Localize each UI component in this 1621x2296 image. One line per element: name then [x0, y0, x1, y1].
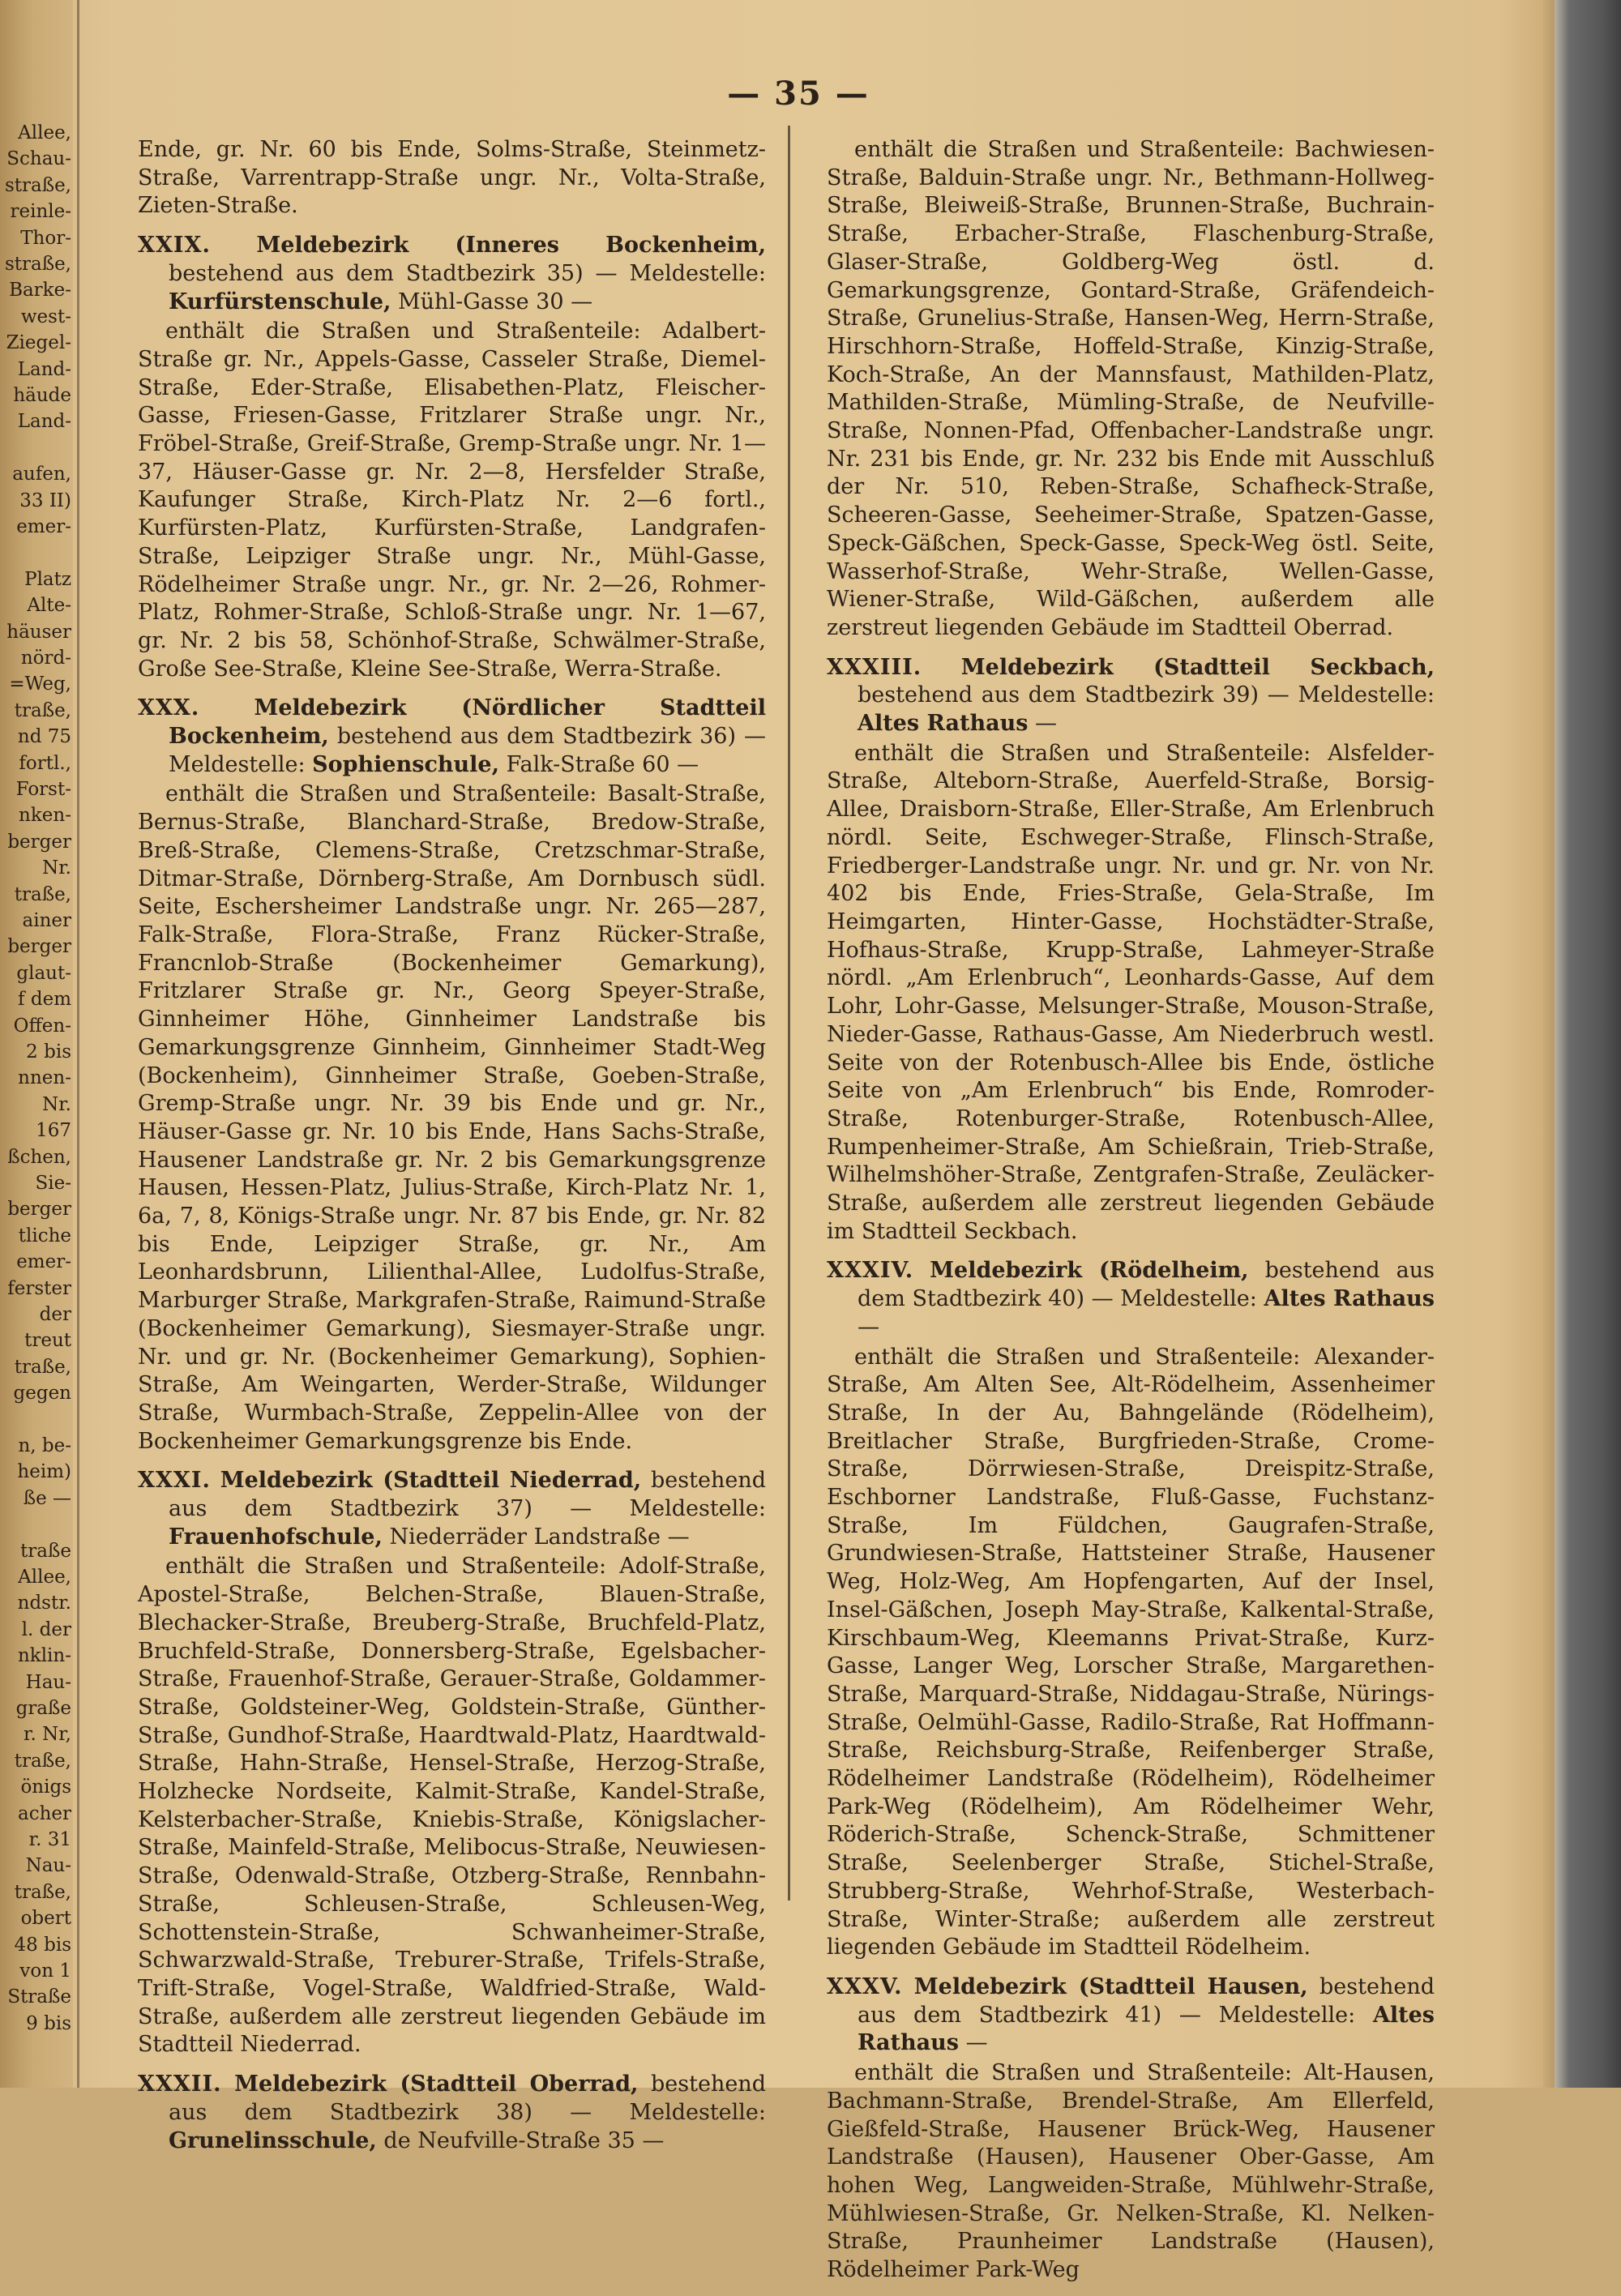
margin-fragment: acher	[17, 1802, 71, 1824]
margin-fragment: berger	[7, 831, 71, 853]
entry-address: —	[1035, 711, 1058, 737]
margin-fragment: Land-	[17, 411, 71, 433]
entry-address: de Neufville-Straße 35 —	[383, 2127, 665, 2153]
margin-fragment: önigs	[20, 1777, 71, 1798]
margin-fragment: nklin-	[17, 1645, 71, 1667]
margin-fragment: traße,	[14, 1356, 71, 1378]
margin-fragment: Ziegel-	[6, 332, 71, 354]
entry-office: Altes Rathaus	[858, 711, 1029, 737]
margin-fragment: von 1	[19, 1960, 71, 1982]
previous-page-edge	[0, 0, 73, 2088]
margin-fragment: Hau-	[25, 1671, 71, 1693]
margin-fragment: fortl.,	[19, 752, 71, 774]
margin-fragment: r. 31	[28, 1829, 71, 1850]
margin-fragment: ainer	[22, 910, 71, 931]
entry-body: enthält die Straßen und Straßenteile: Adolf-Straße, Apostel-Straße, Belchen-Straße, Blauen-Straße, Blechacker-Straße, Breuberg-Straße, Bruchfeld-Platz, Bruchfeld-Straße, Donnersberg-Straße, Egelsbacher-Straße, Frauenhof-Straße, Gerauer-Straße, Goldammer-Straße, Goldsteiner-Weg, Goldstein-Straße, Günther-Straße, Gundhof-Straße, Haardtwald-Platz, Haardtwald-Straße, Hahn-Straße, Hensel-Straße, Herzog-Straße, Holzhecke Nordseite, Kalmit-Straße, Kandel-Straße, Kelsterbacher-Straße, Kniebis-Straße, Königslacher-Straße, Mainfeld-Straße, Melibocus-Straße, Neuwiesen-Straße, Odenwald-Straße, Otzberg-Straße, Rennbahn-Straße, Schleusen-Straße, Schleusen-Weg, Schottenstein-Straße, Schwanheimer-Straße, Schwarzwald-Straße, Treburer-Straße, Trifels-Straße, Trift-Straße, Vogel-Straße, Waldfried-Straße, Wald-Straße, außerdem alle zerstreut liegenden Gebäude im Stadtteil Niederrad.	[138, 1554, 766, 2058]
entry-heading	[138, 1467, 766, 1551]
margin-fragment: straße,	[4, 174, 71, 196]
entry-address: Falk-Straße 60 —	[506, 751, 699, 777]
margin-fragment: Barke-	[9, 280, 71, 301]
entry-title: Meldebezirk (Inneres Bockenheim,	[256, 233, 766, 259]
entry-address: —	[858, 1314, 879, 1340]
column-left	[138, 136, 766, 2166]
column-divider	[788, 126, 790, 1901]
entry-xxxii-heading-only	[138, 2071, 766, 2155]
margin-fragment: traße	[20, 1540, 71, 1562]
margin-fragment: ßchen,	[7, 1146, 71, 1168]
entry-body: enthält die Straßen und Straßenteile: Alt-Hausen, Bachmann-Straße, Brendel-Straße, Am Ellerfeld, Gießfeld-Straße, Hausener Brück-Weg, Hausener Landstraße (Hausen), Hausener Ober-Gasse, Am hohen Weg, Langweiden-Straße, Mühlwehr-Straße, Mühlwiesen-Straße, Gr. Nelken-Straße, Kl. Nelken-Straße, Praunheimer Landstraße (Hausen), Rödelheimer Park-Weg	[827, 2060, 1435, 2283]
entry-number: XXIX.	[138, 233, 211, 259]
margin-fragment: reinle-	[10, 201, 71, 223]
margin-fragment: straße,	[4, 254, 71, 275]
entry-title: Meldebezirk (Stadtteil Oberrad,	[234, 2072, 639, 2097]
entry-xxxii-body: enthält die Straßen und Straßenteile: Bachwiesen-Straße, Balduin-Straße ungr. Nr., Bethmann-Hollweg-Straße, Bleiweiß-Straße, Brunnen-Straße, Buchrain-Straße, Erbacher-Straße, Flaschenburg-Straße, Glaser-Straße, Goldberg-Weg östl. d. Gemarkungsgrenze, Gontard-Straße, Gräfendeich-Straße, Grunelius-Straße, Hansen-Weg, Herrn-Straße, Hirschhorn-Straße, Hoffeld-Straße, Kinzig-Straße, Koch-Straße, An der Mannsfaust, Mathilden-Platz, Mathilden-Straße, Mümling-Straße, de Neufville-Straße, Nonnen-Pfad, Offenbacher-Landstraße ungr. Nr. 231 bis Ende, gr. Nr. 232 bis Ende mit Ausschluß der Nr. 510, Reben-Straße, Schafheck-Straße, Scheeren-Gasse, Seeheimer-Straße, Spatzen-Gasse, Speck-Gäßchen, Speck-Gasse, Speck-Weg östl. Seite, Wasserhof-Straße, Wehr-Straße, Wellen-Gasse, Wiener-Straße, Wild-Gäßchen, außerdem alle zerstreut liegenden Gebäude im Stadtteil Oberrad.	[827, 137, 1435, 640]
entry-xxxv	[827, 1973, 1435, 2285]
margin-fragment: west-	[20, 306, 71, 327]
entry-subtitle: bestehend aus dem Stadtbezirk 41) — Meldestelle:	[858, 1974, 1435, 2028]
entry-heading	[827, 654, 1435, 738]
margin-fragment: emer-	[16, 1251, 71, 1273]
entry-address: Niederräder Landstraße —	[389, 1524, 690, 1550]
margin-fragment: 33 II)	[19, 490, 71, 511]
entry-xxxiii	[827, 654, 1435, 1246]
entry-title: Meldebezirk (Rödelheim,	[930, 1258, 1249, 1284]
page-edge	[1543, 0, 1555, 2088]
margin-fragment: Nr.	[42, 1093, 71, 1115]
margin-fragment: traße,	[14, 883, 71, 905]
entry-body: enthält die Straßen und Straßenteile: Basalt-Straße, Bernus-Straße, Blanchard-Straße, Bredow-Straße, Breß-Straße, Clemens-Straße, Cretzschmar-Straße, Ditmar-Straße, Dörnberg-Straße, Am Dornbusch südl. Seite, Eschersheimer Landstraße ungr. Nr. 265—287, Falk-Straße, Flora-Straße, Franz Rücker-Straße, Francnlob-Straße (Bockenheimer Gemarkung), Fritzlarer Straße gr. Nr., Georg Speyer-Straße, Ginnheimer Höhe, Ginnheimer Landstraße bis Gemarkungsgrenze Ginnheim, Ginnheimer Stadt-Weg (Bockenheim), Ginnheimer Straße, Goeben-Straße, Gremp-Straße ungr. Nr. 39 bis Ende und gr. Nr., Häuser-Gasse gr. Nr. 10 bis Ende, Hans Sachs-Straße, Hausener Landstraße gr. Nr. 2 bis Gemarkungsgrenze Hausen, Hessen-Platz, Julius-Straße, Kirch-Platz Nr. 1, 6a, 7, 8, Königs-Straße ungr. Nr. 87 bis Ende, gr. Nr. 82 bis Ende, Leipziger Straße, gr. Nr., Am Leonhardsbrunn, Lilienthal-Allee, Ludolfus-Straße, Marburger Straße, Markgrafen-Straße, Raimund-Straße (Bockenheimer Gemarkung), Siesmayer-Straße ungr. Nr. und gr. Nr. (Bockenheimer Gemarkung), Sophien-Straße, Am Weingarten, Werder-Straße, Wildunger Straße, Wurmbach-Straße, Zeppelin-Allee von der Bockenheimer Gemarkungsgrenze bis Ende.	[138, 781, 766, 1454]
margin-fragment: häuser	[6, 621, 71, 643]
margin-fragment: nnen-	[18, 1067, 71, 1089]
entry-office: Altes Rathaus	[1264, 1286, 1435, 1312]
entry-title: Meldebezirk (Nördlicher Stadtteil Bockenheim,	[169, 695, 766, 750]
entry-body: enthält die Straßen und Straßenteile: Alsfelder-Straße, Alteborn-Straße, Auerfeld-Straße, Borsig-Allee, Draisborn-Straße, Eller-Straße, Am Erlenbruch nördl. Seite, Eschweger-Straße, Flinsch-Straße, Friedberger-Landstraße ungr. Nr. und gr. Nr. von Nr. 402 bis Ende, Fries-Straße, Gela-Straße, Im Heimgarten, Hinter-Gasse, Hochstädter-Straße, Hofhaus-Straße, Krupp-Straße, Lahmeyer-Straße nördl. „Am Erlenbruch“, Leonhards-Gasse, Auf dem Lohr, Lohr-Gasse, Melsunger-Straße, Mouson-Straße, Nieder-Gasse, Rathaus-Gasse, Am Niederbruch westl. Seite von der Rotenbusch-Allee bis Ende, östliche Seite von „Am Erlenbruch“ bis Ende, Romroder-Straße, Rotenburger-Straße, Rotenbusch-Allee, Rumpenheimer-Straße, Am Schießrain, Trieb-Straße, Wilhelmshöher-Straße, Zentgrafen-Straße, Zeuläcker-Straße, außerdem alle zerstreut liegenden Gebäude im Stadtteil Seckbach.	[827, 740, 1435, 1244]
margin-fragment: ße —	[23, 1487, 71, 1509]
entry-title: Meldebezirk (Stadtteil Niederrad,	[220, 1468, 642, 1494]
margin-fragment: berger	[7, 1199, 71, 1221]
entry-number: XXX.	[138, 695, 200, 721]
margin-fragment: Schau-	[6, 148, 71, 170]
margin-fragment: traße,	[14, 1881, 71, 1903]
margin-fragment: häude	[13, 385, 71, 406]
margin-fragment: Alte-	[27, 595, 71, 617]
entry-number: XXXI.	[138, 1468, 211, 1494]
entry-body: enthält die Straßen und Straßenteile: Adalbert-Straße gr. Nr., Appels-Gasse, Casseler Straße, Diemel-Straße, Eder-Straße, Elisabethen-Platz, Fleischer-Gasse, Friesen-Gasse, Fritzlarer Straße ungr. Nr., Fröbel-Straße, Greif-Straße, Gremp-Straße ungr. Nr. 1—37, Häuser-Gasse gr. Nr. 2—8, Hersfelder Straße, Kaufunger Straße, Kirch-Platz Nr. 2—6 fortl., Kurfürsten-Platz, Kurfürsten-Straße, Landgrafen-Straße, Leipziger Straße ungr. Nr., Mühl-Gasse, Rödelheimer Straße ungr. Nr., gr. Nr. 2—26, Rohmer-Platz, Rohmer-Straße, Schloß-Straße ungr. Nr. 1—67, gr. Nr. 2 bis 58, Schönhof-Straße, Schwälmer-Straße, Große See-Straße, Kleine See-Straße, Werra-Straße.	[138, 319, 766, 682]
margin-fragment: n, be-	[18, 1435, 71, 1456]
margin-fragment: gegen	[13, 1383, 71, 1405]
entry-title: Meldebezirk (Stadtteil Seckbach,	[960, 654, 1435, 680]
margin-fragment: treut	[24, 1330, 71, 1352]
entry-number: XXXV.	[827, 1974, 903, 1999]
column-right	[827, 136, 1435, 2296]
margin-fragment: nörd-	[20, 648, 71, 669]
entry-body: enthält die Straßen und Straßenteile: Alexander-Straße, Am Alten See, Alt-Rödelheim, Assenheimer Straße, In der Au, Bahngelände (Rödelheim), Breitlacher Straße, Burgfrieden-Straße, Crome-Straße, Dörrwiesen-Straße, Dreispitz-Straße, Eschborner Landstraße, Fluß-Gasse, Fuchstanz-Straße, Im Füldchen, Gaugrafen-Straße, Grundwiesen-Straße, Hattsteiner Straße, Hausener Weg, Holz-Weg, Am Hopfengarten, Auf der Insel, Insel-Gäßchen, Joseph May-Straße, Kalkental-Straße, Kirschbaum-Weg, Kleemanns Privat-Straße, Kurz-Gasse, Langer Weg, Lorscher Straße, Margarethen-Straße, Marquard-Straße, Niddagau-Straße, Nürings-Straße, Oelmühl-Gasse, Radilo-Straße, Rat Hoffmann-Straße, Reichsburg-Straße, Reifenberger Straße, Rödelheimer Landstraße (Rödelheim), Rödelheimer Park-Weg (Rödelheim), Am Rödelheimer Wehr, Röderich-Straße, Schenck-Straße, Schmittener Straße, Seelenberger Straße, Stichel-Straße, Strubberg-Straße, Wehrhof-Straße, Westerbach-Straße, Winter-Straße; außerdem alle zerstreut liegenden Gebäude im Stadtteil Rödelheim.	[827, 1344, 1435, 1960]
margin-fragment: Allee,	[18, 1567, 71, 1588]
entry-xxxiv	[827, 1257, 1435, 1962]
margin-fragment: Nau-	[25, 1855, 71, 1877]
entry-number: XXXIII.	[827, 654, 922, 680]
margin-fragment: obert	[20, 1908, 71, 1930]
entry-number: XXXIV.	[827, 1258, 914, 1284]
margin-fragment: nd 75	[17, 726, 71, 748]
entry-subtitle: bestehend aus dem Stadtbezirk 39) — Meldestelle:	[858, 682, 1435, 708]
margin-fragment: Nr.	[42, 857, 71, 879]
entry-office: Grunelinsschule,	[169, 2127, 377, 2153]
entry-heading	[138, 695, 766, 779]
entry-office: Altes Rathaus	[858, 2002, 1435, 2056]
margin-fragment: traße,	[14, 699, 71, 721]
entry-office: Sophienschule,	[312, 751, 499, 777]
margin-fragment: Straße	[7, 1986, 71, 2008]
margin-fragment: nken-	[19, 805, 71, 827]
entry-title: Meldebezirk (Stadtteil Hausen,	[913, 1974, 1308, 1999]
margin-fragment: l. der	[21, 1618, 71, 1640]
margin-fragment: Land-	[17, 358, 71, 380]
entry-heading	[138, 232, 766, 316]
margin-fragment: Allee,	[18, 122, 71, 143]
margin-fragment: heim)	[17, 1461, 71, 1483]
margin-fragment: Platz	[24, 568, 71, 590]
margin-fragment: 2 bis	[26, 1041, 71, 1062]
gutter-line	[77, 0, 79, 2088]
entry-subtitle: bestehend aus dem Stadtbezirk 37) — Meldestelle:	[169, 1468, 766, 1522]
entry-heading	[827, 1973, 1435, 2058]
margin-fragment: Sie-	[35, 1173, 71, 1194]
entry-office: Kurfürstenschule,	[169, 289, 391, 314]
page-number: — 35 —	[727, 75, 870, 113]
book-binding	[1555, 0, 1621, 2088]
margin-fragment: traße,	[14, 1750, 71, 1772]
entry-subtitle: bestehend aus dem Stadtbezirk 38) — Meldestelle:	[169, 2072, 767, 2125]
margin-fragment: Forst-	[15, 779, 71, 800]
margin-fragment: r. Nr,	[24, 1724, 71, 1746]
entry-xxix	[138, 232, 766, 683]
entry-xxxi	[138, 1467, 766, 2059]
entry-subtitle: bestehend aus dem Stadtbezirk 36) — Meldestelle:	[169, 724, 766, 777]
margin-fragment: ndstr.	[17, 1593, 71, 1614]
margin-fragment: Offen-	[13, 1015, 71, 1037]
entry-address: Mühl-Gasse 30 —	[398, 289, 593, 314]
margin-fragment: graße	[15, 1698, 71, 1719]
entry-office: Frauenhofschule,	[169, 1524, 383, 1550]
margin-fragment: tliche	[18, 1225, 71, 1246]
entry-heading	[138, 2071, 766, 2155]
continuation-paragraph: Ende, gr. Nr. 60 bis Ende, Solms-Straße, Steinmetz-Straße, Varrentrapp-Straße ungr. Nr., Volta-Straße, Zieten-Straße.	[138, 137, 766, 219]
entry-subtitle: bestehend aus dem Stadtbezirk 40) — Meldestelle:	[858, 1258, 1435, 1312]
margin-fragment: 9 bis	[26, 2012, 71, 2034]
margin-fragment: 48 bis	[14, 1934, 71, 1956]
margin-fragment: Thor-	[20, 227, 71, 249]
margin-fragment: ferster	[7, 1277, 71, 1299]
entry-subtitle: bestehend aus dem Stadtbezirk 35) — Meldestelle:	[169, 260, 766, 286]
entry-number: XXXII.	[138, 2072, 222, 2097]
margin-fragment: =Weg,	[9, 673, 71, 695]
margin-fragment: f dem	[18, 989, 71, 1011]
entry-xxx	[138, 695, 766, 1456]
margin-fragment: emer-	[16, 516, 71, 537]
margin-fragment: glaut-	[16, 962, 71, 984]
entry-heading	[827, 1257, 1435, 1341]
margin-fragment: aufen,	[12, 464, 71, 485]
margin-fragment: der	[39, 1304, 71, 1325]
margin-fragment: 167	[36, 1120, 71, 1142]
margin-fragment: berger	[7, 936, 71, 958]
entry-address: —	[965, 2030, 988, 2056]
